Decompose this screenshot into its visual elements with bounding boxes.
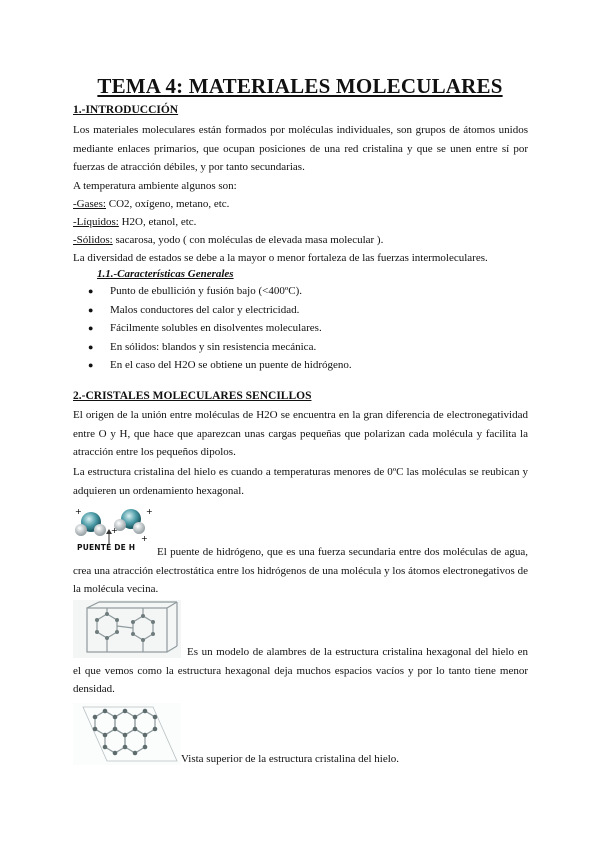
temperature-line: A temperatura ambiente algunos son:	[73, 180, 237, 192]
figure-1-caption: El puente de hidrógeno, que es una fuerza secundaria entre dos moléculas de agua, crea una atracción electrostática entre los hidrógenos de una molécula y los átomos electronegativos de la molécula vecina.	[73, 546, 528, 595]
section-1-heading: 1.-INTRODUCCIÓN	[73, 104, 179, 116]
gases-label: -Gases:	[73, 198, 106, 210]
figure-3-caption: Vista superior de la estructura cristalina del hielo.	[181, 753, 400, 765]
ice-structure-paragraph: La estructura cristalina del hielo es cuando a temperaturas menores de 0ºC las moléculas se reubican y adquieren un ordenamiento hexagonal.	[73, 466, 528, 497]
gases-line	[73, 198, 229, 210]
subsection-heading: 1.1.-Características Generales	[97, 268, 234, 280]
solids-line	[73, 234, 383, 246]
diversity-line: La diversidad de estados se debe a la mayor o menor fortaleza de las fuerzas intermoleculares.	[73, 252, 488, 264]
solids-text: sacarosa, yodo ( con moléculas de elevada masa molecular ).	[112, 234, 384, 246]
page-title: TEMA 4: MATERIALES MOLECULARES	[97, 74, 503, 98]
gases-text: CO2, oxígeno, metano, etc.	[106, 198, 230, 210]
figure-label: PUENTE DE H	[77, 543, 136, 552]
liquids-text: H2O, etanol, etc.	[118, 216, 197, 228]
figure-2-caption: Es un modelo de alambres de la estructura cristalina hexagonal del hielo en el que vemos como la estructura hexagonal deja muchos espacios vacíos y por lo tanto tiene menor densidad.	[73, 646, 528, 695]
svg-text:+: +	[111, 526, 118, 535]
section-2-heading: 2.-CRISTALES MOLECULARES SENCILLOS	[73, 390, 312, 402]
list-item: ● Malos conductores del calor y electricidad.	[88, 301, 352, 320]
svg-text:+: +	[146, 507, 153, 516]
list-item: ● Punto de ebullición y fusión bajo (<400ºC).	[88, 282, 352, 301]
intro-paragraph: Los materiales moleculares están formados por moléculas individuales, son grupos de átomos unidos mediante enlaces primarios, que ocupan posiciones de una red cristalina y que se unen entre sí por fuerzas de atracción débiles, y por tanto secundarias.	[73, 124, 528, 173]
svg-text:+: +	[75, 507, 82, 516]
liquids-label: -Líquidos:	[73, 216, 119, 228]
list-item: ● Fácilmente solubles en disolventes moleculares.	[88, 319, 352, 338]
list-item: ● En sólidos: blandos y sin resistencia mecánica.	[88, 338, 352, 357]
top-view-figure	[73, 703, 181, 765]
liquids-line	[73, 216, 196, 228]
svg-text:+: +	[141, 534, 148, 543]
origin-paragraph: El origen de la unión entre moléculas de H2O se encuentra en la gran diferencia de electronegatividad entre O y H, que hace que aparezcan unas cargas pequeñas que polarizan cada molécula y facilita la atracción entre los pequeños dipolos.	[73, 409, 528, 458]
list-item: ● En el caso del H2O se obtiene un puente de hidrógeno.	[88, 356, 352, 375]
ice-top-view-illustration	[73, 703, 181, 765]
characteristics-list	[88, 282, 352, 375]
solids-label: -Sólidos:	[73, 234, 113, 246]
